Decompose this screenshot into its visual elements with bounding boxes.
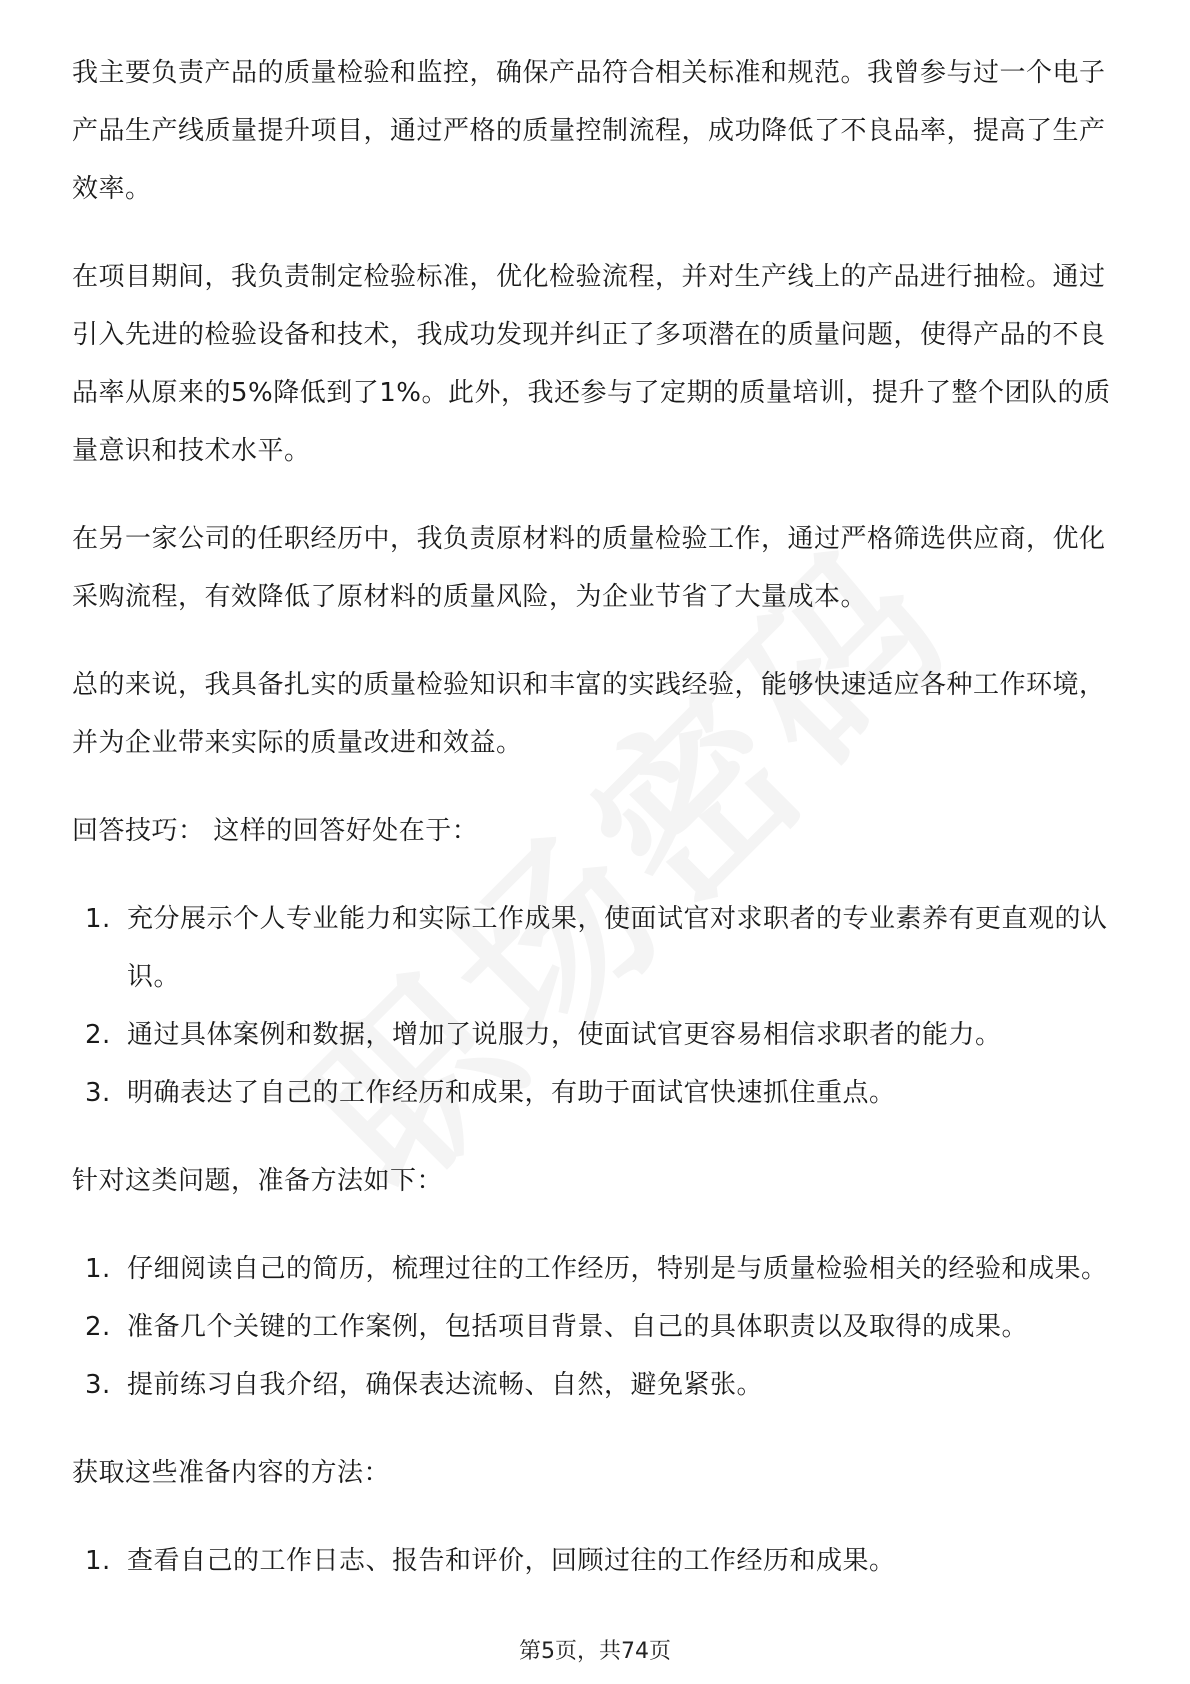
paragraph-project: 在项目期间，我负责制定检验标准，优化检验流程，并对生产线上的产品进行抽检。通过引入先进的检验设备和技术，我成功发现并纠正了多项潜在的质量问题，使得产品的不良品率从原来的5%降低到了1%。此外，我还参与了定期的质量培训，提升了整个团队的质量意识和技术水平。 [72,262,1111,466]
list-item [72,1532,1122,1590]
list-number: 3. [85,1370,111,1400]
list-item [72,1356,1122,1414]
list-number: 1. [85,1254,111,1284]
list-item [72,1240,1122,1298]
prep-list [72,1240,1122,1414]
list-number: 2. [85,1020,111,1050]
paragraph-summary: 总的来说，我具备扎实的质量检验知识和丰富的实践经验，能够快速适应各种工作环境，并为企业带来实际的质量改进和效益。 [72,670,1106,758]
list-number: 1. [85,904,111,934]
list-text: 查看自己的工作日志、报告和评价，回顾过往的工作经历和成果。 [127,1546,896,1576]
prep-heading: 针对这类问题，准备方法如下： [72,1166,444,1196]
list-number: 1. [85,1546,111,1576]
list-text: 准备几个关键的工作案例，包括项目背景、自己的具体职责以及取得的成果。 [127,1312,1029,1342]
list-item [72,890,1122,1006]
list-item [72,1064,1122,1122]
list-number: 3. [85,1078,111,1108]
list-text: 通过具体案例和数据，增加了说服力，使面试官更容易相信求职者的能力。 [127,1020,1002,1050]
list-text: 明确表达了自己的工作经历和成果，有助于面试官快速抓住重点。 [127,1078,896,1108]
list-item [72,1298,1122,1356]
list-text: 提前练习自我介绍，确保表达流畅、自然，避免紧张。 [127,1370,764,1400]
list-text: 充分展示个人专业能力和实际工作成果，使面试官对求职者的专业素养有更直观的认识。 [127,904,1108,992]
list-item [72,1006,1122,1064]
tips-list [72,890,1122,1122]
paragraph-other-company: 在另一家公司的任职经历中，我负责原材料的质量检验工作，通过严格筛选供应商，优化采购流程，有效降低了原材料的质量风险，为企业节省了大量成本。 [72,524,1106,612]
paragraph-intro: 我主要负责产品的质量检验和监控，确保产品符合相关标准和规范。我曾参与过一个电子产品生产线质量提升项目，通过严格的质量控制流程，成功降低了不良品率，提高了生产效率。 [72,58,1106,204]
page-number: 第5页，共74页 [519,1639,671,1664]
obtain-heading: 获取这些准备内容的方法： [72,1458,391,1488]
list-number: 2. [85,1312,111,1342]
list-text: 仔细阅读自己的简历，梳理过往的工作经历，特别是与质量检验相关的经验和成果。 [127,1254,1108,1284]
tips-heading: 回答技巧： 这样的回答好处在于： [72,816,479,846]
obtain-list [72,1532,1122,1590]
document-body [72,44,1122,1620]
